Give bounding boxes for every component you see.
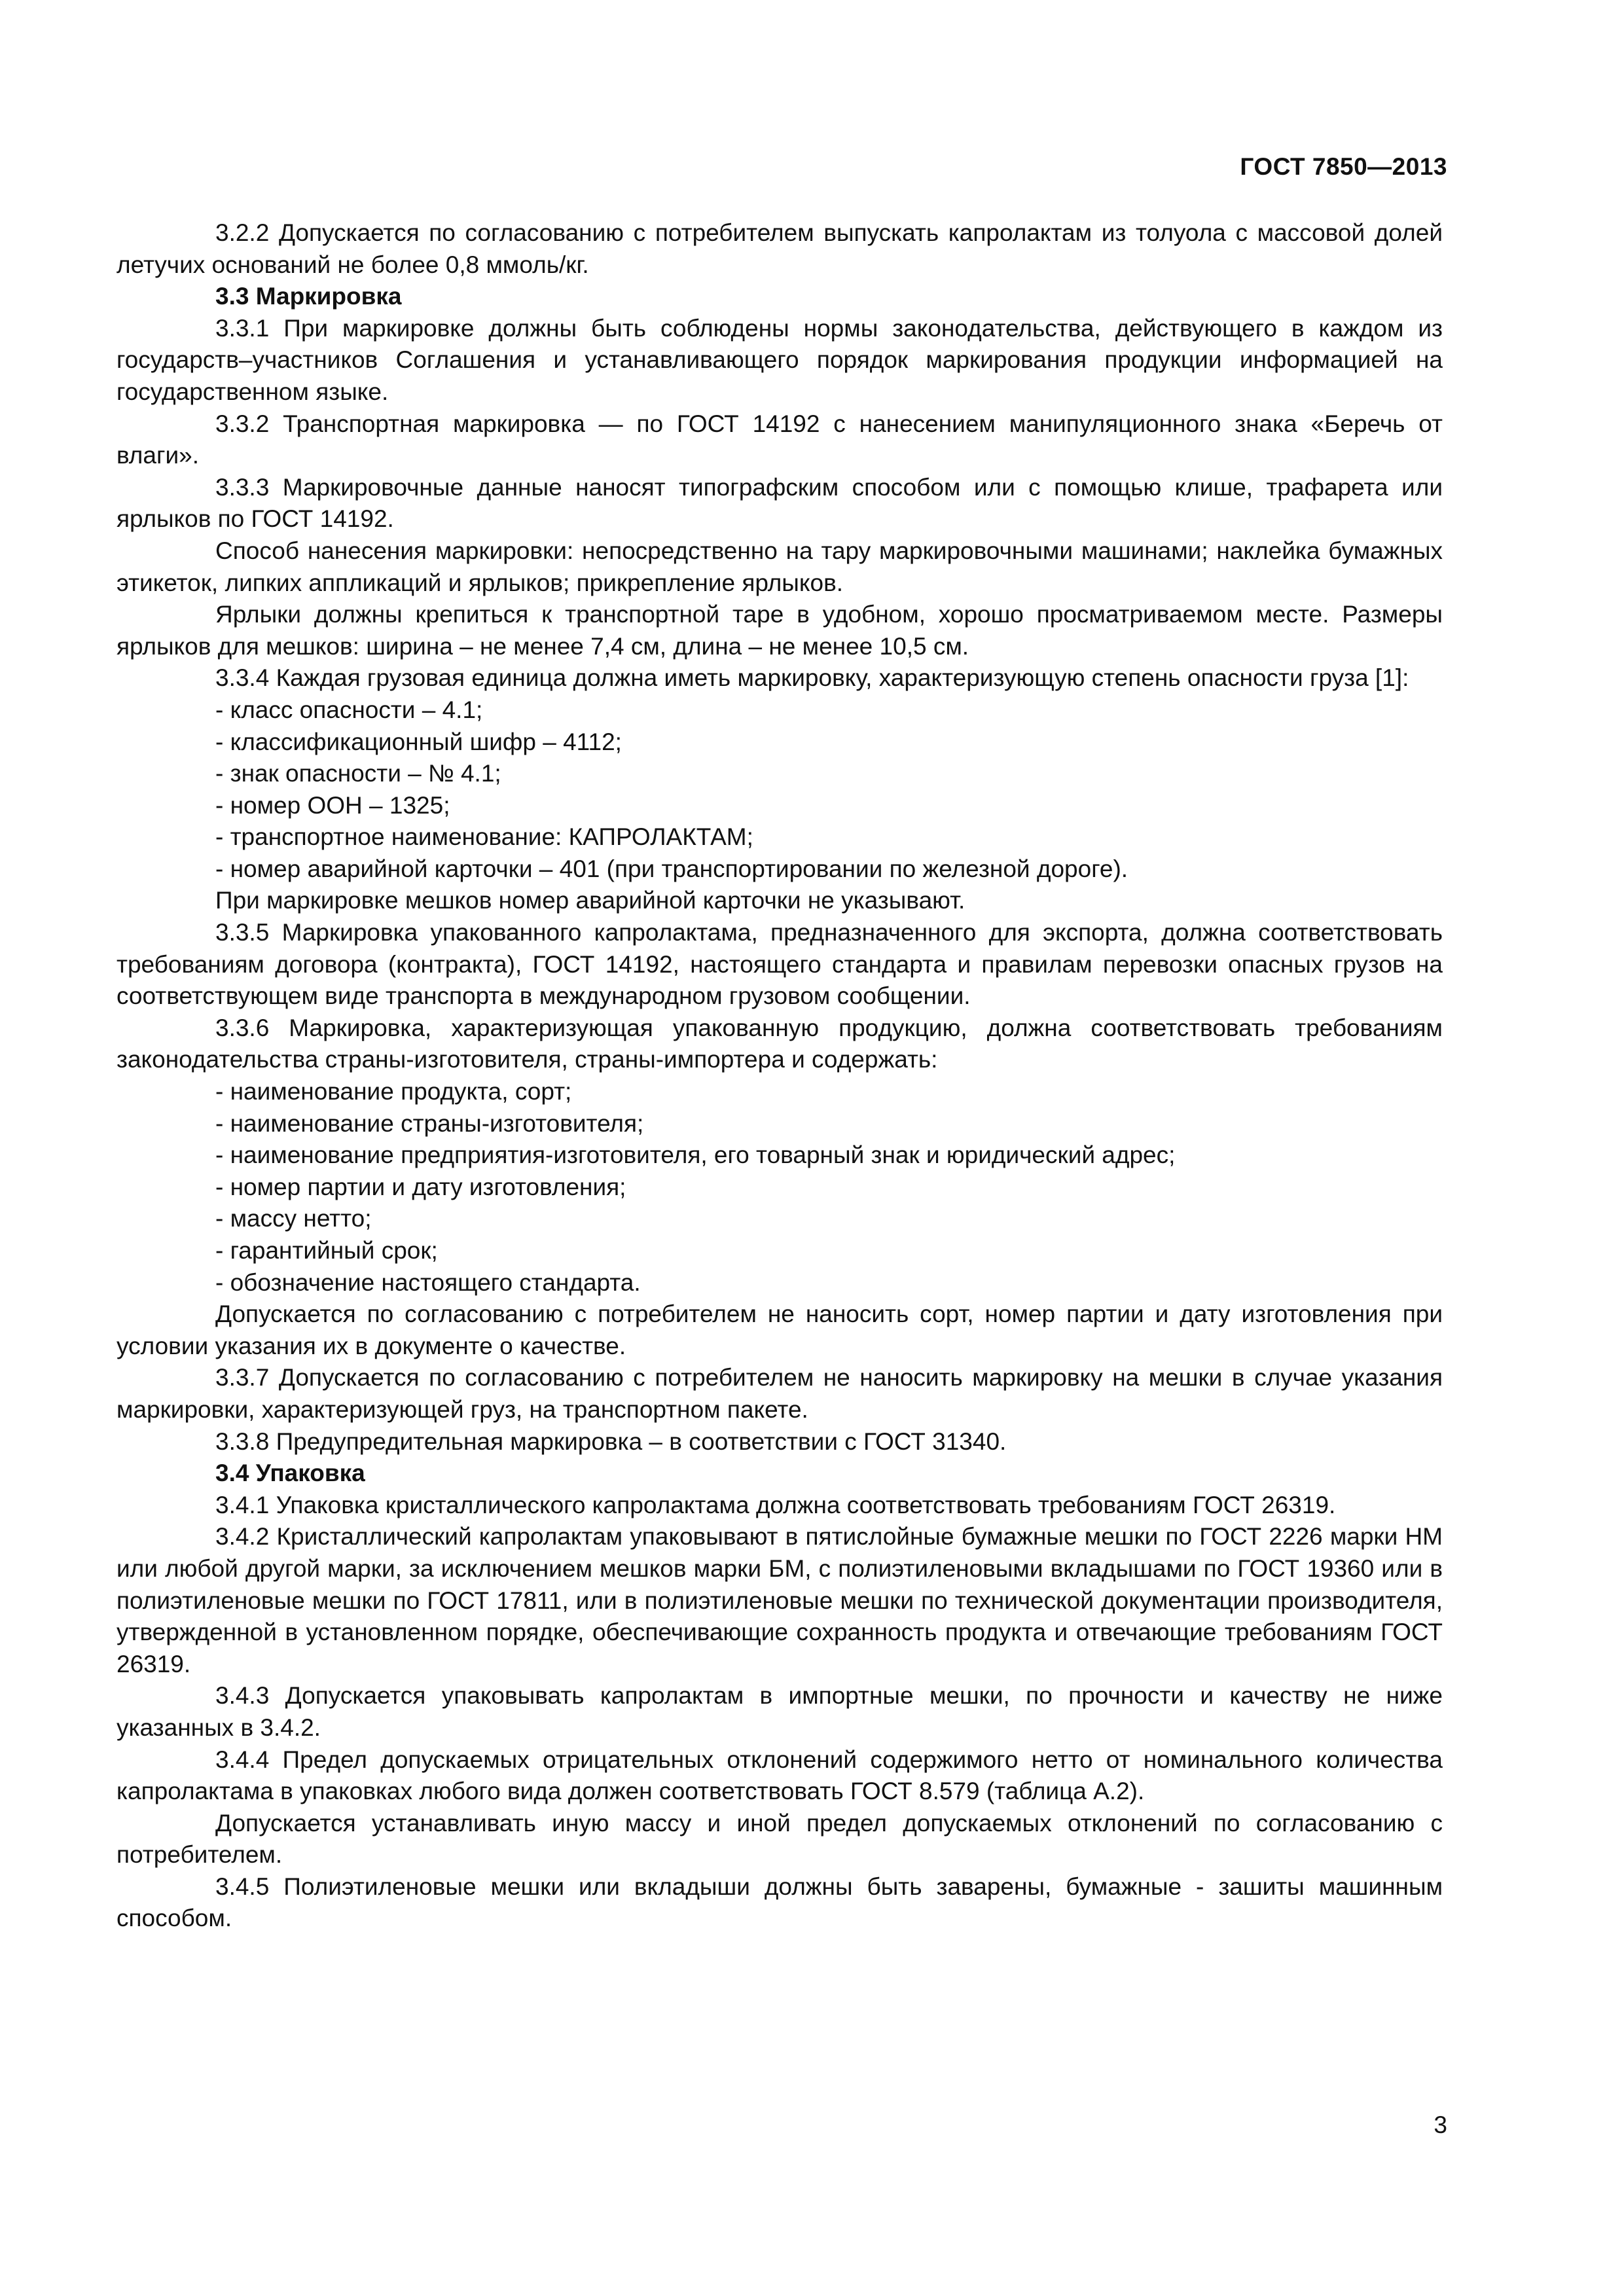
section-heading-packaging: 3.4 Упаковка <box>215 1460 365 1487</box>
paragraph-3-3-7: 3.3.7 Допускается по согласованию с потребителем не наносить маркировку на мешки в случае указания маркировки, характеризующей груз, на транспортном пакете. <box>117 1364 1443 1423</box>
paragraph-3-3-2: 3.3.2 Транспортная маркировка — по ГОСТ 14192 с нанесением манипуляционного знака «Беречь от влаги». <box>117 410 1443 469</box>
paragraph-labels: Ярлыки должны крепиться к транспортной таре в удобном, хорошо просматриваемом месте. Размеры ярлыков для мешков: ширина – не менее 7,4 см, длина – не менее 10,5 см. <box>117 601 1443 660</box>
list-item: - наименование предприятия-изготовителя, его товарный знак и юридический адрес; <box>215 1141 1176 1169</box>
list-item: - обозначение настоящего стандарта. <box>215 1268 641 1296</box>
list-item: - наименование продукта, сорт; <box>215 1078 572 1105</box>
paragraph-3-4-3: 3.4.3 Допускается упаковывать капролактам в импортные мешки, по прочности и качеству не ниже указанных в 3.4.2. <box>117 1682 1443 1741</box>
list-item: - гарантийный срок; <box>215 1237 438 1264</box>
paragraph-3-3-4: 3.3.4 Каждая грузовая единица должна иметь маркировку, характеризующую степень опасности груза [1]: <box>215 664 1409 692</box>
list-item: - наименование страны-изготовителя; <box>215 1109 644 1137</box>
paragraph-grade-omission: Допускается по согласованию с потребителем не наносить сорт, номер партии и дату изготовления при условии указания их в документе о качестве. <box>117 1300 1443 1359</box>
list-item: - классификационный шифр – 4112; <box>215 728 622 755</box>
paragraph-3-3-8: 3.3.8 Предупредительная маркировка – в соответствии с ГОСТ 31340. <box>215 1427 1007 1455</box>
document-body <box>117 217 1443 1935</box>
list-item: - массу нетто; <box>215 1205 372 1232</box>
paragraph-marking-method: Способ нанесения маркировки: непосредственно на тару маркировочными машинами; наклейка бумажных этикеток, липких аппликаций и ярлыков; прикрепление ярлыков. <box>117 537 1443 596</box>
list-item: - номер ООН – 1325; <box>215 791 450 819</box>
list-item: - номер аварийной карточки – 401 (при транспортировании по железной дороге). <box>215 855 1128 882</box>
standard-header: ГОСТ 7850—2013 <box>1240 153 1447 180</box>
section-heading-marking: 3.3 Маркировка <box>215 283 402 310</box>
list-item: - класс опасности – 4.1; <box>215 696 483 723</box>
paragraph-3-3-5: 3.3.5 Маркировка упакованного капролактама, предназначенного для экспорта, должна соответствовать требованиям договора (контракта), ГОСТ 14192, настоящего стандарта и правилам перевозки опасных грузов на соответствующем виде транспорта в международном грузовом сообщении. <box>117 919 1443 1010</box>
paragraph-3-4-5: 3.4.5 Полиэтиленовые мешки или вкладыши должны быть заварены, бумажные - зашиты машинным способом. <box>117 1873 1443 1932</box>
paragraph-3-3-1: 3.3.1 При маркировке должны быть соблюдены нормы законодательства, действующего в каждом из государств–участников Соглашения и устанавливающего порядок маркирования продукции информацией на государственном языке. <box>117 314 1443 405</box>
paragraph-3-3-6: 3.3.6 Маркировка, характеризующая упакованную продукцию, должна соответствовать требованиям законодательства страны-изготовителя, страны-импортера и содержать: <box>117 1014 1443 1073</box>
page-number: 3 <box>1434 2111 1447 2138</box>
paragraph-3-4-4: 3.4.4 Предел допускаемых отрицательных отклонений содержимого нетто от номинального количества капролактама в упаковках любого вида должен соответствовать ГОСТ 8.579 (таблица А.2). <box>117 1746 1443 1805</box>
list-item: - номер партии и дату изготовления; <box>215 1173 626 1200</box>
list-item: - транспортное наименование: КАПРОЛАКТАМ; <box>215 823 753 851</box>
paragraph-bag-marking-note: При маркировке мешков номер аварийной карточки не указывают. <box>215 887 965 914</box>
paragraph-3-4-1: 3.4.1 Упаковка кристаллического капролактама должна соответствовать требованиям ГОСТ 26319. <box>215 1491 1336 1518</box>
paragraph-mass-deviation: Допускается устанавливать иную массу и иной предел допускаемых отклонений по согласованию с потребителем. <box>117 1809 1443 1869</box>
list-item: - знак опасности – № 4.1; <box>215 760 501 787</box>
paragraph-3-2-2: 3.2.2 Допускается по согласованию с потребителем выпускать капролактам из толуола с массовой долей летучих оснований не более 0,8 ммоль/кг. <box>117 219 1443 278</box>
paragraph-3-4-2: 3.4.2 Кристаллический капролактам упаковывают в пятислойные бумажные мешки по ГОСТ 2226 марки НМ или любой другой марки, за исключением мешков марки БМ, с полиэтиленовыми вкладышами по ГОСТ 19360 или в полиэтиленовые мешки по ГОСТ 17811, или в полиэтиленовые мешки по технической документации производителя, утвержденной в установленном порядке, обеспечивающие сохранность продукта и отвечающие требованиям ГОСТ 26319. <box>117 1523 1443 1677</box>
paragraph-3-3-3: 3.3.3 Маркировочные данные наносят типографским способом или с помощью клише, трафарета или ярлыков по ГОСТ 14192. <box>117 473 1443 533</box>
